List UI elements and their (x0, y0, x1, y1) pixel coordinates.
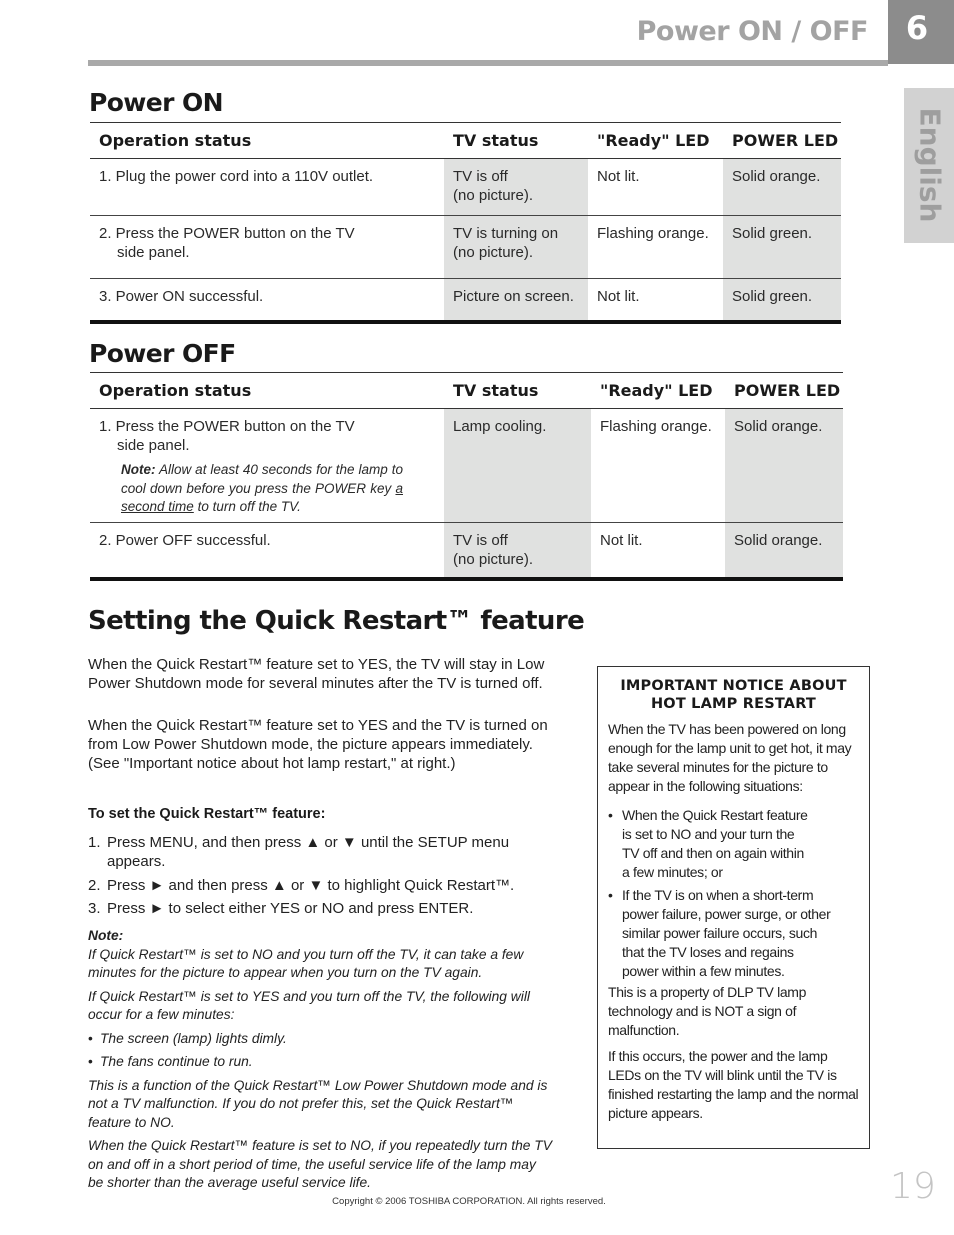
power-led-cell: Solid green. (723, 216, 841, 279)
tv-status-cell: Lamp cooling. (444, 409, 591, 523)
quick-restart-notes (88, 927, 553, 1193)
chapter-number: 6 (905, 9, 929, 47)
table-row (90, 409, 843, 523)
quick-restart-heading: Setting the Quick Restart™ feature (88, 606, 585, 636)
notice-property: This is a property of DLP TV lamp technology and is NOT a sign of malfunction. (608, 984, 807, 1038)
ready-led-cell: Flashing orange. (588, 216, 723, 279)
operation-status-cell: 3. Power ON successful. (90, 279, 444, 322)
step-item: 3. Press ► to select either YES or NO and press ENTER. (88, 900, 474, 917)
operation-status-cell: 2. Press the POWER button on the TV side panel. (90, 216, 444, 279)
power-led-cell: Solid orange. (723, 159, 841, 216)
language-tab-label: English (913, 107, 947, 223)
tv-status-cell: Picture on screen. (444, 279, 588, 322)
notice-title: IMPORTANT NOTICE ABOUT HOT LAMP RESTART (620, 678, 847, 712)
table-row (90, 216, 841, 279)
ready-led-cell: Not lit. (588, 279, 723, 322)
power-on-table (90, 122, 841, 324)
chapter-title: Power ON / OFF (636, 16, 868, 47)
power-led-cell: Solid orange. (725, 409, 843, 523)
copyright: Copyright © 2006 TOSHIBA CORPORATION. All rights reserved. (332, 1196, 606, 1207)
notice-intro: When the TV has been powered on long enough for the lamp unit to get hot, it may take several minutes for the picture to appear in the following situations: (608, 721, 852, 794)
table-row (90, 159, 841, 216)
table-header-row (90, 123, 841, 159)
operation-status-cell: 2. Power OFF successful. (90, 523, 444, 579)
cooling-note: Note: Allow at least 40 seconds for the lamp to cool down before you press the POWER key a second time to turn off the TV. (121, 462, 404, 514)
tv-status-cell: TV is turning on (no picture). (444, 216, 588, 279)
ready-led-cell: Not lit. (588, 159, 723, 216)
column-header: TV status (444, 123, 588, 159)
notice-bullet: • If the TV is on when a short-term power failure, power surge, or other similar power failure occurs, such that the TV loses and regains power within a few minutes. (608, 887, 831, 979)
column-header: Operation status (90, 123, 444, 159)
column-header: "Ready" LED (588, 123, 723, 159)
power-off-table (90, 372, 843, 581)
tv-status-cell: TV is off (no picture). (444, 159, 588, 216)
column-header: TV status (444, 373, 591, 409)
note-bullet: • The fans continue to run. (88, 1054, 253, 1069)
power-led-cell: Solid green. (723, 279, 841, 322)
note-paragraph: This is a function of the Quick Restart™ Low Power Shutdown mode and is not a TV malfunction. If you do not prefer this, set the Quick Restart™ feature to NO. (88, 1077, 548, 1130)
table-row (90, 279, 841, 322)
hot-lamp-notice-box (597, 666, 870, 1149)
step-item: 1. Press MENU, and then press ▲ or ▼ until the SETUP menu appears. (88, 834, 510, 870)
column-header: "Ready" LED (591, 373, 725, 409)
note-paragraph: When the Quick Restart™ feature is set to NO, if you repeatedly turn the TV on and off in a short period of time, the useful service life of the lamp may be shorter than the average useful service life. (88, 1138, 552, 1190)
table-row (90, 523, 843, 579)
notice-bullet: • When the Quick Restart feature is set to NO and your turn the TV off and then on again within a few minutes; or (608, 807, 808, 880)
note-bullet: • The screen (lamp) lights dimly. (88, 1030, 287, 1046)
column-header: Operation status (90, 373, 444, 409)
operation-status-cell: 1. Plug the power cord into a 110V outlet. (90, 159, 444, 216)
quick-restart-para-2: When the Quick Restart™ feature set to YES and the TV is turned on from Low Power Shutdown mode, the picture appears immediately. (See "Important notice about hot lamp restart," at right.) (88, 717, 548, 772)
ready-led-cell: Flashing orange. (591, 409, 725, 523)
note-paragraph: If Quick Restart™ is set to YES and you turn off the TV, the following will occur for a few minutes: (88, 988, 530, 1022)
ready-led-cell: Not lit. (591, 523, 725, 579)
language-tab (904, 88, 954, 243)
step-item: 2. Press ► and then press ▲ or ▼ to highlight Quick Restart™. (88, 877, 515, 894)
power-led-cell: Solid orange. (725, 523, 843, 579)
page-number: 19 (890, 1166, 936, 1207)
table-header-row (90, 373, 843, 409)
quick-restart-para-1: When the Quick Restart™ feature set to YES, the TV will stay in Low Power Shutdown mode for several minutes after the TV is turned off. (88, 656, 545, 692)
note-label: Note: (88, 928, 124, 943)
tv-status-cell: TV is off (no picture). (444, 523, 591, 579)
operation-status-cell: 1. Press the POWER button on the TV side panel. Note: Allow at least 40 seconds for the lamp to cool down before you press the POWER key a second time to turn off the TV. (90, 409, 444, 523)
column-header: POWER LED (725, 373, 843, 409)
power-off-heading: Power OFF (89, 339, 236, 368)
note-paragraph: If Quick Restart™ is set to NO and you turn off the TV, it can take a few minutes for the picture to appear when you turn on the TV again. (88, 946, 524, 980)
power-on-heading: Power ON (89, 88, 223, 117)
steps-list (88, 833, 548, 918)
steps-subheading: To set the Quick Restart™ feature: (88, 806, 326, 822)
notice-closing: If this occurs, the power and the lamp LEDs on the TV will blink until the TV is finished restarting the lamp and the normal picture appears. (608, 1048, 859, 1121)
column-header: POWER LED (723, 123, 841, 159)
header-rule (88, 60, 888, 66)
